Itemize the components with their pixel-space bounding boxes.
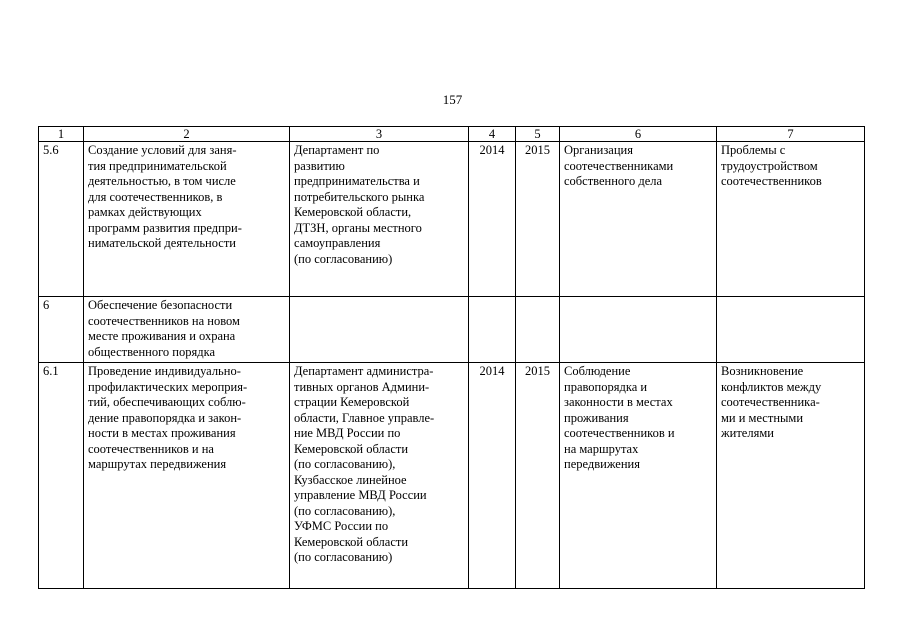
col-header-2: 2 [84,127,290,142]
col-header-5: 5 [516,127,560,142]
start-year [469,297,516,363]
problems-cell: Проблемы с трудоустройством соотечественников [717,142,865,297]
result-cell [560,297,717,363]
col-header-4: 4 [469,127,516,142]
col-header-7: 7 [717,127,865,142]
problems-cell [717,297,865,363]
plan-table [38,126,865,589]
action-cell: Обеспечение безопасности соотечественников на новом месте проживания и охрана общественного порядка [84,297,290,363]
start-year: 2014 [469,142,516,297]
problems-cell: Возникновение конфликтов между соотечественника- ми и местными жителями [717,363,865,589]
table-row [39,142,865,297]
end-year: 2015 [516,142,560,297]
end-year: 2015 [516,363,560,589]
table-row [39,363,865,589]
action-cell: Проведение индивидуально- профилактических мероприя- тий, обеспечивающих соблю- дение правопорядка и закон- ности в местах проживания соотечественников и на маршрутах передвижения [84,363,290,589]
result-cell: Соблюдение правопорядка и законности в местах проживания соотечественников и на маршрутах передвижения [560,363,717,589]
header-row [39,127,865,142]
responsible-cell: Департамент по развитию предпринимательства и потребительского рынка Кемеровской области, ДТЗН, органы местного самоуправления (по согласованию) [290,142,469,297]
col-header-1: 1 [39,127,84,142]
col-header-3: 3 [290,127,469,142]
responsible-cell: Департамент администра- тивных органов Админи- страции Кемеровской области, Главное управле- ние МВД России по Кемеровской области (по согласованию), Кузбасское линейное управление МВД России (по согласованию), УФМС России по Кемеровской области (по согласованию) [290,363,469,589]
action-cell: Создание условий для заня- тия предпринимательской деятельностью, в том числе для соотечественников, в рамках действующих программ развития предпри- нимательской деятельности [84,142,290,297]
row-number: 6 [39,297,84,363]
responsible-cell [290,297,469,363]
table-row [39,297,865,363]
row-number: 5.6 [39,142,84,297]
col-header-6: 6 [560,127,717,142]
page-number: 157 [442,92,463,107]
result-cell: Организация соотечественниками собственного дела [560,142,717,297]
start-year: 2014 [469,363,516,589]
row-number: 6.1 [39,363,84,589]
end-year [516,297,560,363]
